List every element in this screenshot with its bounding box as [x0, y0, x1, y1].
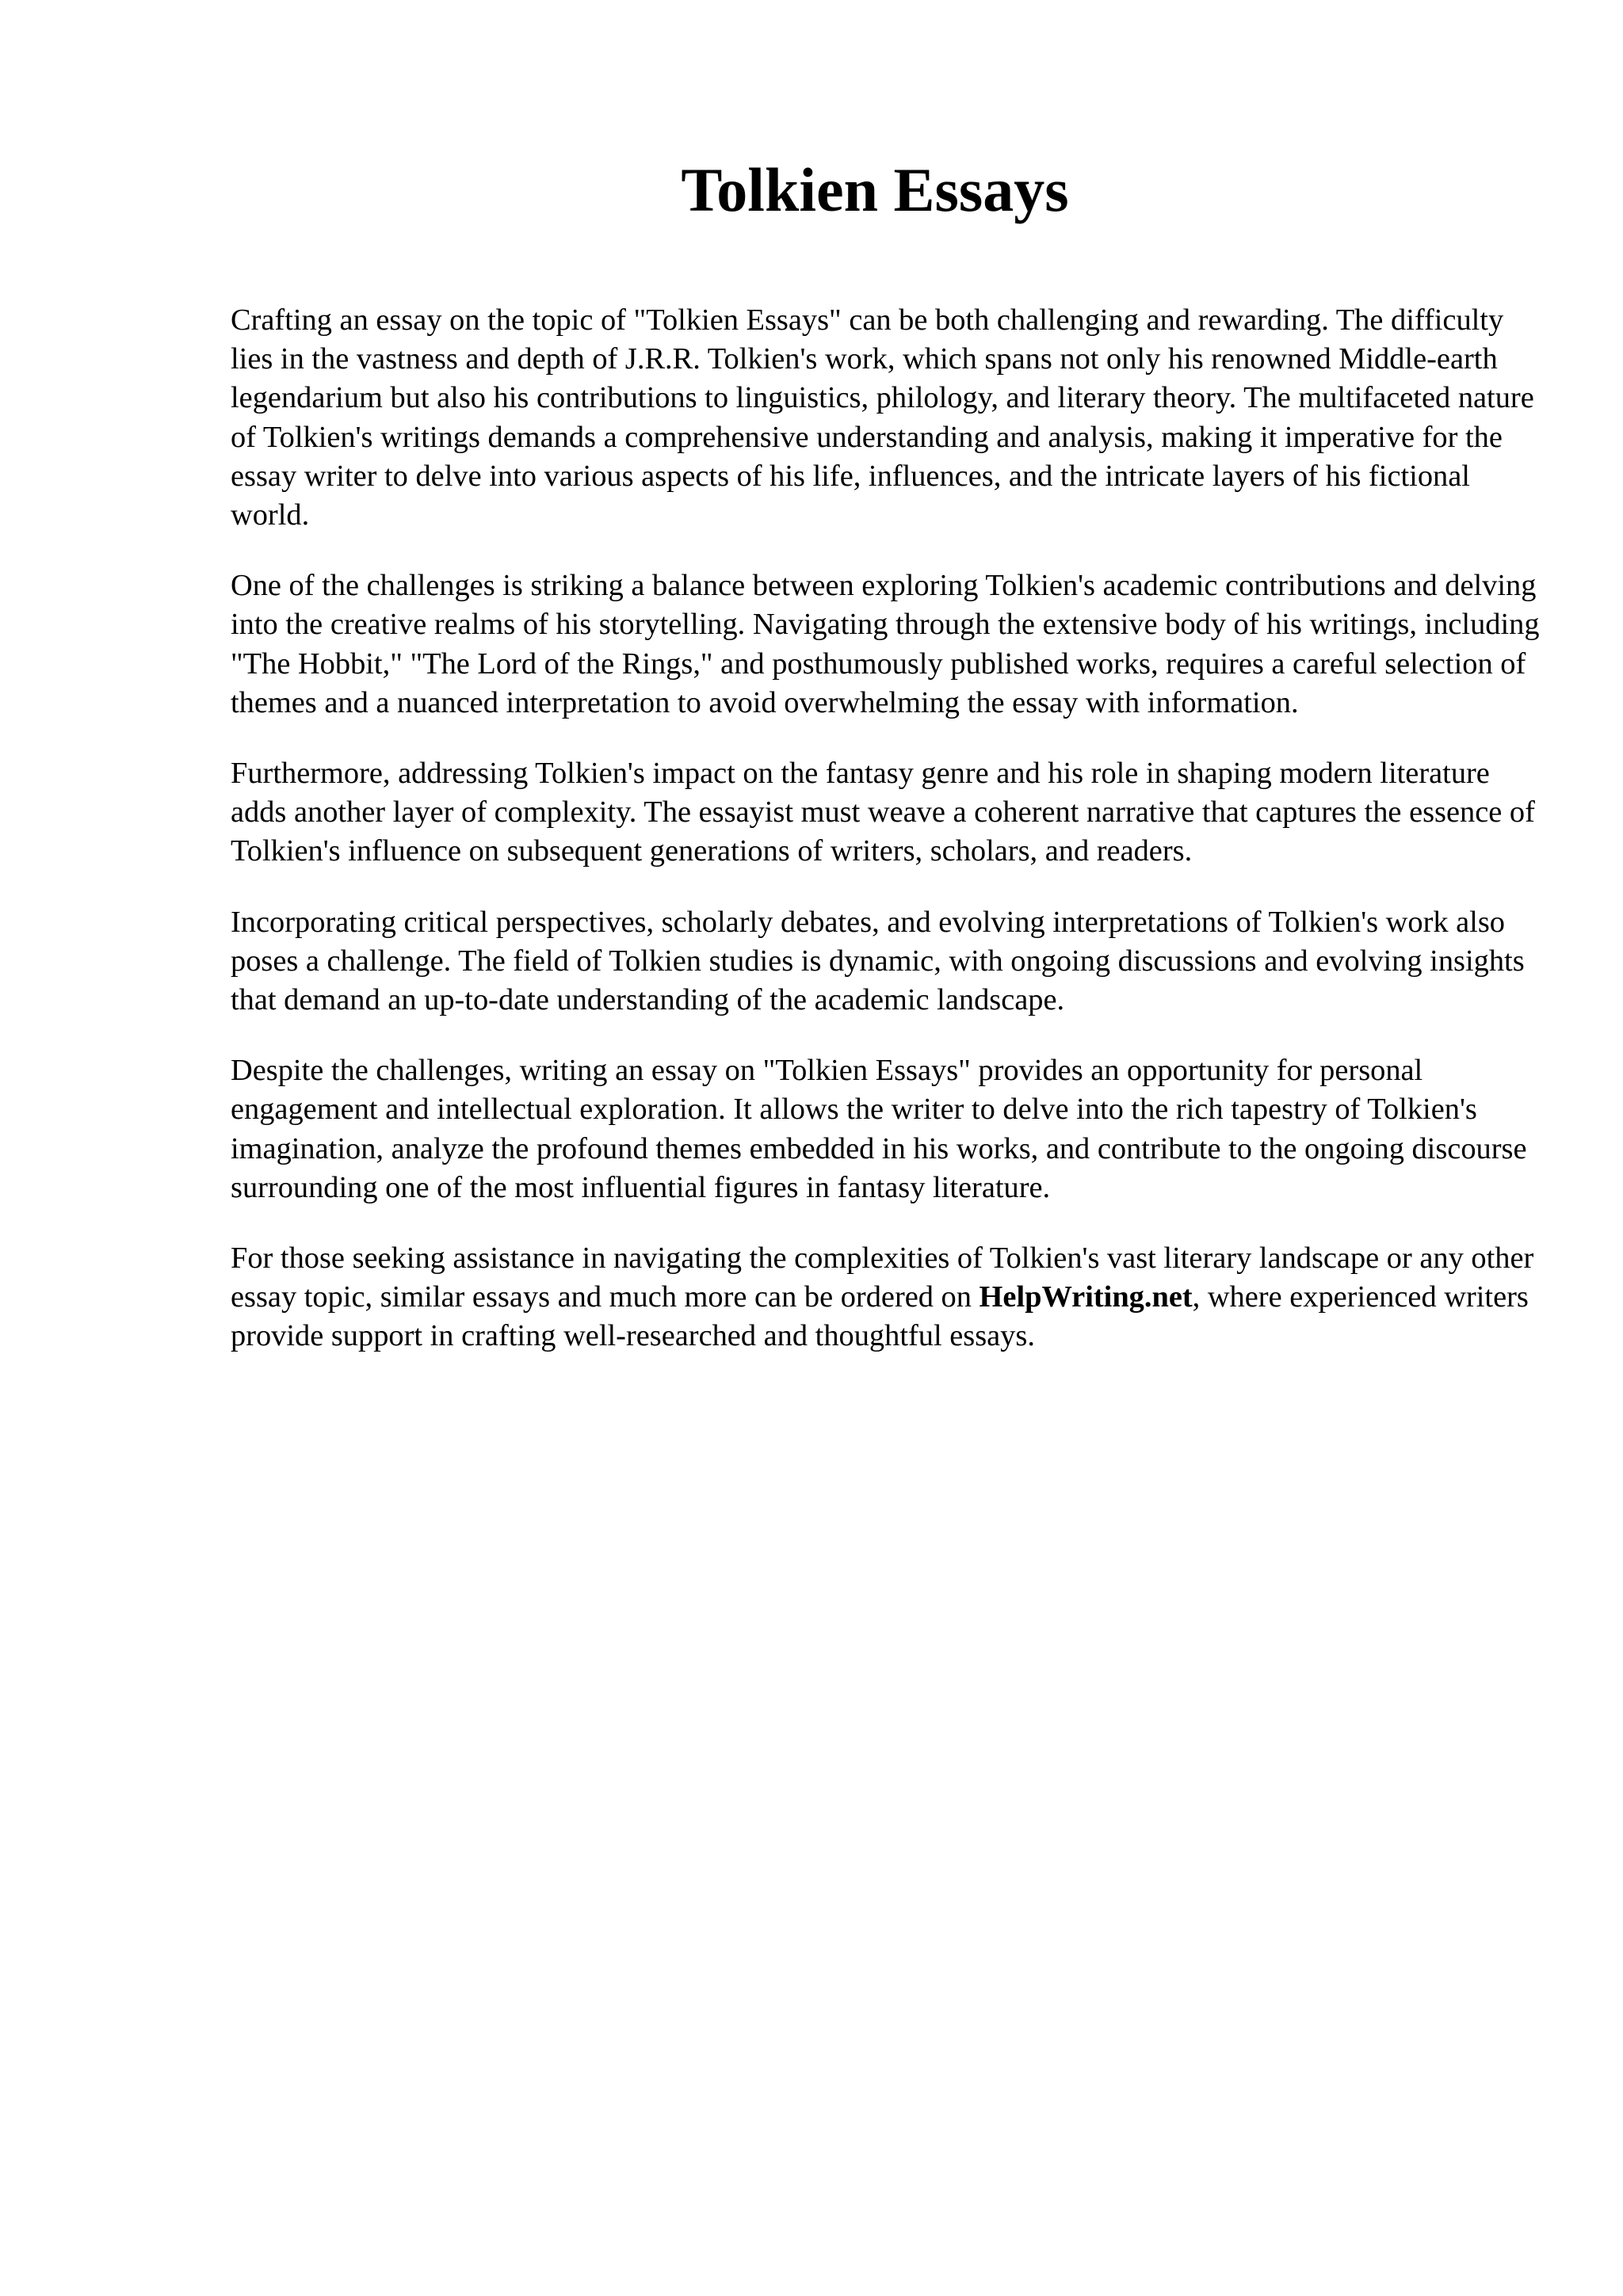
paragraph-2: One of the challenges is striking a balance between exploring Tolkien's academic contributions and delving into the creative realms of his storytelling. Navigating through the extensive body of his writings, including "The Hobbit," "The Lord of the Rings," and posthumously published works, requires a careful selection of themes and a nuanced interpretation to avoid overwhelming the essay with information. — [231, 569, 1540, 719]
brand-name: HelpWriting.net — [979, 1280, 1193, 1314]
essay-body — [231, 301, 1546, 1388]
paragraph-3: Furthermore, addressing Tolkien's impact on the fantasy genre and his role in shaping modern literature adds another layer of complexity. The essayist must weave a coherent narrative that captures the essence of Tolkien's influence on subsequent generations of writers, scholars, and readers. — [231, 757, 1535, 868]
paragraph-1: Crafting an essay on the topic of "Tolkien Essays" can be both challenging and rewarding. The difficulty lies in the vastness and depth of J.R.R. Tolkien's work, which spans not only his renowned Middle-earth legendarium but also his contributions to linguistics, philology, and literary theory. The multifaceted nature of Tolkien's writings demands a comprehensive understanding and analysis, making it imperative for the essay writer to delve into various aspects of his life, influences, and the intricate layers of his fictional world. — [231, 303, 1534, 532]
closing-text-before: For those seeking assistance in navigating the complexities of Tolkien's vast literary landscape or any other essay topic, similar essays and much more can be ordered on — [231, 1241, 1534, 1314]
paragraph-5: Despite the challenges, writing an essay on "Tolkien Essays" provides an opportunity for personal engagement and intellectual exploration. It allows the writer to delve into the rich tapestry of Tolkien's imagination, analyze the profound themes embedded in his works, and contribute to the ongoing discourse surrounding one of the most influential figures in fantasy literature. — [231, 1054, 1527, 1204]
paragraph-4: Incorporating critical perspectives, scholarly debates, and evolving interpretations of Tolkien's work also poses a challenge. The field of Tolkien studies is dynamic, with ongoing discussions and evolving insights that demand an up-to-date understanding of the academic landscape. — [231, 905, 1525, 1017]
closing-paragraph — [231, 1239, 1546, 1356]
closing-text-after: , where experienced writers provide support in crafting well-researched and thoughtful essays. — [231, 1280, 1529, 1353]
page-title: Tolkien Essays — [681, 155, 1069, 224]
